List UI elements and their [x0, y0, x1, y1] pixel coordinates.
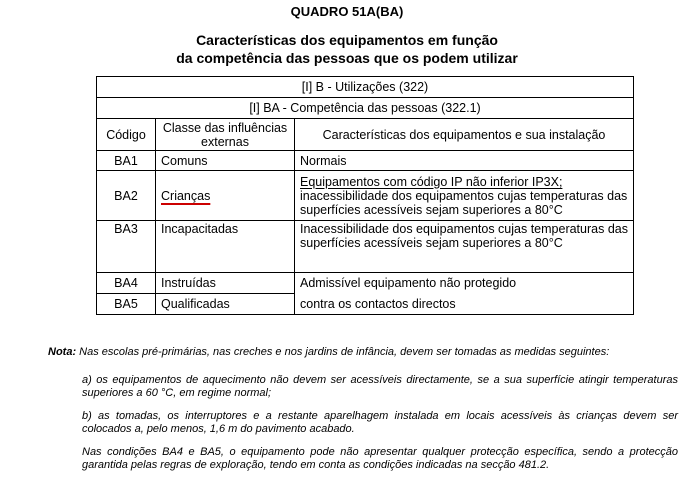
column-header-characteristics: Características dos equipamentos e sua instalação — [295, 119, 634, 151]
subsection-title: [I] BA - Competência das pessoas (322.1) — [97, 98, 634, 119]
row-characteristics-line1: Equipamentos com código IP não inferior IP3X; — [300, 174, 563, 189]
row-class: Qualificadas — [156, 294, 295, 315]
row-characteristics: contra os contactos directos — [295, 294, 634, 315]
row-characteristics-rest: inacessibilidade dos equipamentos cujas temperaturas das superfícies acessíveis sejam superiores a 80°C — [300, 188, 628, 217]
note-intro-line — [48, 346, 678, 359]
quadro-label: QUADRO 51A(BA) — [290, 4, 404, 19]
table-row — [97, 221, 634, 273]
competence-table — [96, 76, 634, 315]
note-label: Nota: — [48, 346, 77, 358]
table-row — [97, 294, 634, 315]
page-title — [0, 31, 694, 67]
row-code: BA1 — [97, 151, 156, 171]
table-row — [97, 151, 634, 171]
notes-section — [48, 346, 678, 472]
note-item-a: a) os equipamentos de aquecimento não devem ser acessíveis directamente, se a sua superfície atingir temperaturas superiores a 60 °C, em regime normal; — [82, 374, 678, 399]
row-characteristics: Inacessibilidade dos equipamentos cujas temperaturas das superfícies acessíveis sejam superiores a 80°C — [295, 221, 634, 273]
column-header-code: Código — [97, 119, 156, 151]
row-characteristics: Normais — [295, 151, 634, 171]
table-row — [97, 273, 634, 294]
column-header-class: Classe das influências externas — [156, 119, 295, 151]
row-class: Incapacitadas — [156, 221, 295, 273]
row-characteristics — [295, 171, 634, 221]
table-row — [97, 171, 634, 221]
title-line-1: Características dos equipamentos em função — [196, 32, 498, 48]
row-code: BA5 — [97, 294, 156, 315]
row-class: Comuns — [156, 151, 295, 171]
row-class: Instruídas — [156, 273, 295, 294]
row-class — [156, 171, 295, 221]
row-code: BA2 — [97, 171, 156, 221]
row-characteristics: Admissível equipamento não protegido — [295, 273, 634, 294]
row-code: BA4 — [97, 273, 156, 294]
section-title: [I] B - Utilizações (322) — [97, 77, 634, 98]
note-item-b: b) as tomadas, os interruptores e a restante aparelhagem instalada em locais acessíveis às crianças devem ser colocados a, pelo menos, 1,6 m do pavimento acabado. — [82, 410, 678, 435]
row-class-text: Crianças — [161, 188, 211, 203]
note-intro: Nas escolas pré-primárias, nas creches e nos jardins de infância, devem ser tomadas as medidas seguintes: — [79, 346, 610, 358]
note-final: Nas condições BA4 e BA5, o equipamento pode não apresentar qualquer protecção específica, sendo a protecção garantida pelas regras de exploração, tendo em conta as condições indicadas na secção 481.2. — [82, 446, 678, 471]
title-line-2: da competência das pessoas que os podem utilizar — [176, 50, 518, 66]
row-code: BA3 — [97, 221, 156, 273]
